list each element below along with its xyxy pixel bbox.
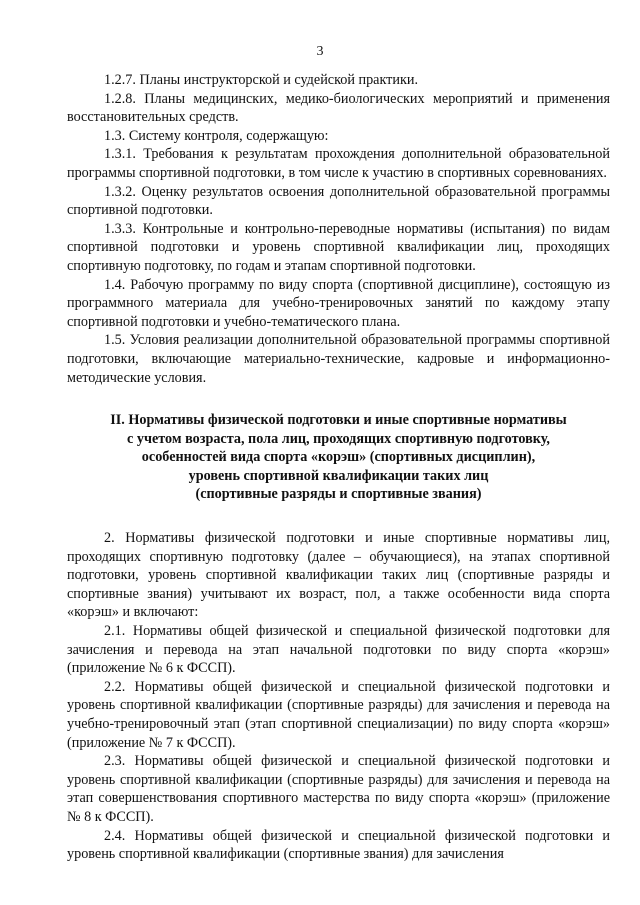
page-number: 3 [316, 44, 324, 59]
section-heading-line: (спортивные разряды и спортивные звания) [195, 486, 482, 503]
paragraph-2-4: 2.4. Нормативы общей физической и специальной физической подготовки и уровень спортивной квалификации (спортивные звания) для зачисления [67, 827, 610, 863]
paragraph-1-3: 1.3. Систему контроля, содержащую: [104, 127, 329, 144]
paragraph-1-3-2: 1.3.2. Оценку результатов освоения дополнительной образовательной программы спортивной подготовки. [67, 183, 610, 219]
paragraph-1-2-8: 1.2.8. Планы медицинских, медико-биологических мероприятий и применения восстановительных средств. [67, 90, 610, 126]
paragraph-1-4: 1.4. Рабочую программу по виду спорта (спортивной дисциплине), состоящую из программного материала для учебно-тренировочных занятий по каждому этапу спортивной подготовки и учебно-тематического плана. [67, 276, 610, 330]
section-heading-line: уровень спортивной квалификации таких лиц [188, 467, 489, 484]
section-heading-line: II. Нормативы физической подготовки и иные спортивные нормативы [110, 412, 567, 429]
paragraph-2-3: 2.3. Нормативы общей физической и специальной физической подготовки и уровень спортивной квалификации (спортивные разряды) для зачисления и перевода на этап совершенствования спортивного мастерства по виду спорта «корэш» (приложение № 8 к ФССП). [67, 753, 610, 825]
paragraph-1-5: 1.5. Условия реализации дополнительной образовательной программы спортивной подготовки, включающие материально-технические, кадровые и информационно-методические условия. [67, 332, 610, 386]
paragraph-1-3-1: 1.3.1. Требования к результатам прохождения дополнительной образовательной программы спортивной подготовки, в том числе к участию в спортивных соревнованиях. [67, 146, 610, 181]
section-heading-line: особенностей вида спорта «корэш» (спортивных дисциплин), [141, 449, 536, 466]
paragraph-2-1: 2.1. Нормативы общей физической и специальной физической подготовки для зачисления и перевода на этап начальной подготовки по виду спорта «корэш» (приложение № 6 к ФССП). [67, 623, 610, 677]
section-heading-line: с учетом возраста, пола лиц, проходящих спортивную подготовку, [127, 430, 550, 447]
paragraph-2-2: 2.2. Нормативы общей физической и специальной физической подготовки и уровень спортивной квалификации (спортивные разряды) для зачисления и перевода на учебно-тренировочный этап (этап спортивной специализации) по виду спорта «корэш» (приложение № 7 к ФССП). [67, 678, 610, 751]
document-body [67, 71, 610, 864]
paragraph-1-3-3: 1.3.3. Контрольные и контрольно-переводные нормативы (испытания) по видам спортивной подготовки и уровень спортивной квалификации лиц, проходящих спортивную подготовку, по годам и этапам спортивной подготовки. [67, 220, 610, 274]
section-heading [67, 411, 610, 504]
paragraph-2: 2. Нормативы физической подготовки и иные спортивные нормативы лиц, проходящих спортивную подготовку (далее – обучающиеся), на этапах спортивной подготовки, уровень спортивной квалификации таких лиц (спортивные разряды и спортивные звания) учитывают их возраст, пол, а также особенности вида спорта «корэш» и включают: [67, 530, 610, 621]
paragraph-1-2-7: 1.2.7. Планы инструкторской и судейской практики. [104, 72, 418, 88]
